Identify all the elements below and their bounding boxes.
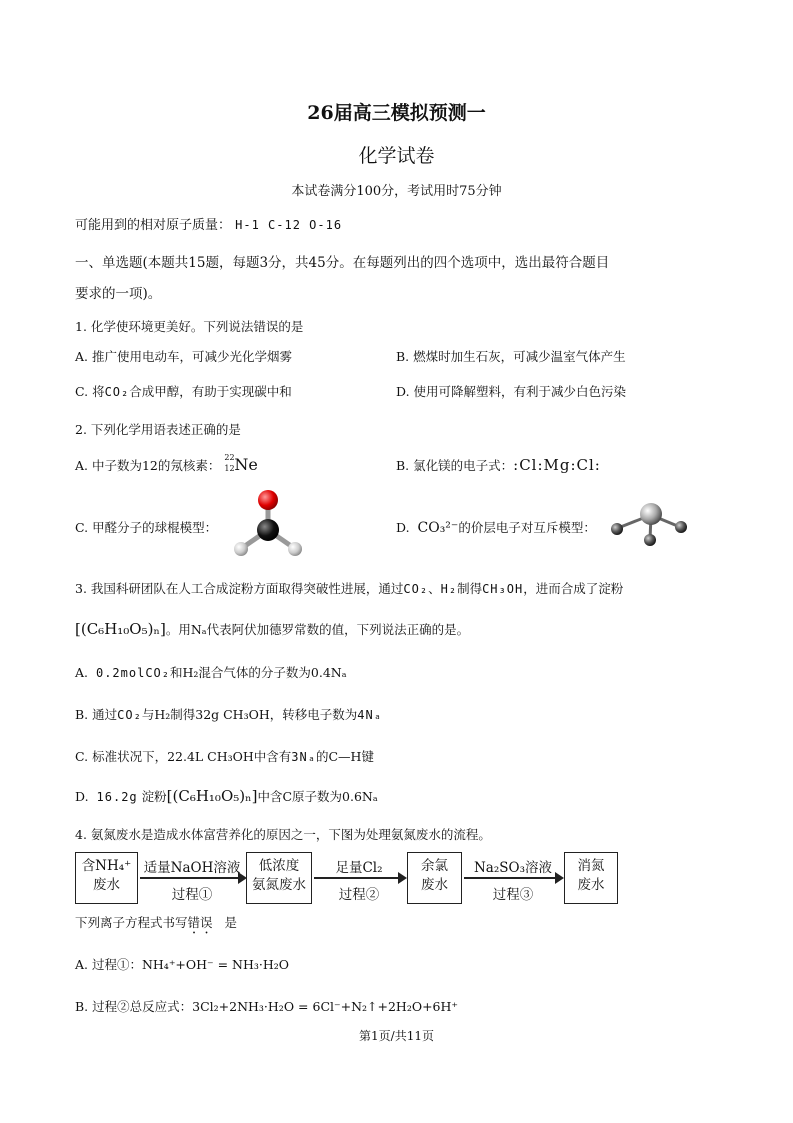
q2-option-b [396,456,601,474]
q3-a-label: A. [75,665,89,680]
q4-question-emphasis: 错误 [187,915,213,930]
q1-option-c-post: 合成甲醇，有助于实现碳中和 [129,384,292,399]
q2-option-d-text: 的价层电子对互斥模型： [458,520,596,535]
q4-stem: 4. 氨氮废水是造成水体富营养化的原因之一，下图为处理氨氮废水的流程。 [75,827,491,842]
flow-box-1-line2: 废水 [93,877,120,893]
q3-a-formula: 0.2molCO₂ [95,666,170,680]
q4-option-a: A. 过程①：NH₄⁺+OH⁻ = NH₃·H₂O [75,957,290,972]
q3-d-formula: [(C₆H₁₀O₅)ₙ] [166,787,258,805]
q4-question-post: 是 [224,915,237,930]
flow-box-3-line1: 余氯 [421,858,448,874]
q4-option-b: B. 过程②总反应式：3Cl₂+2NH₃·H₂O = 6Cl⁻+N₂↑+2H₂O+6H⁺ [75,999,459,1014]
mgcl2-electron-formula: :Cl:Mg:Cl: [513,456,601,474]
q4-question-line [75,913,237,937]
q2-option-c: C. 甲醛分子的球棍模型： [75,520,218,535]
flow-box-2-line2: 氨氮废水 [252,877,306,893]
flow-box-1-line1: 含NH₄⁺ [81,858,132,874]
q3-d-text: 淀粉 [141,789,167,804]
flow-arrow-3-bottom: 过程③ [492,887,534,903]
q3-c-text: C. 标准状况下，22.4L CH₃OH中含有 [75,749,292,764]
q3-sep: 、 [428,581,441,596]
exam-title: 26届高三模拟预测一 [307,102,486,124]
q3-c-formula: 3Nₐ [291,750,316,764]
flow-arrow-1-line [140,877,240,879]
section-heading-line2: 要求的一项)。 [75,286,162,302]
flow-box-3 [407,852,462,904]
flow-arrow-2-top: 足量Cl₂ [335,860,383,876]
vsepr-model [606,500,690,548]
exam-subtitle: 化学试卷 [358,145,435,167]
q3-text: 3. 我国科研团队在人工合成淀粉方面取得突破性进展，通过 [75,581,404,596]
exam-info: 本试卷满分100分，考试用时75分钟 [291,184,502,199]
q2-option-d: D. CO₃²⁻的价层电子对互斥模型： [396,520,596,536]
q3-text-post: ，进而合成了淀粉 [523,581,624,596]
flow-arrow-1-bottom: 过程① [171,887,213,903]
atomic-mass-label: 可能用到的相对原子质量： [75,218,232,233]
flow-box-2-line1: 低浓度 [258,858,300,874]
q3-option-a [75,663,347,681]
q3-d-post: 中含C原子数为0.6Nₐ [257,789,378,804]
flow-box-3-line2: 废水 [421,877,448,893]
q1-option-c-formula: CO₂ [104,385,130,399]
flow-arrow-3-top: Na₂SO₃溶液 [473,860,552,876]
q3-stem-line1 [75,579,623,597]
flow-arrow-2-line [314,877,400,879]
neon-isotope-symbol [224,452,258,475]
q3-option-d [75,787,378,805]
q2-option-b-text: B. 氯化镁的电子式： [396,458,514,473]
q3-formula-h2: H₂ [440,582,458,596]
carbon-atom [257,519,279,541]
ligand-atom [675,521,687,533]
q3-stem-tail: 。用Nₐ代表阿伏加德罗常数的值，下列说法正确的是。 [165,622,470,637]
q1-option-a: A. 推广使用电动车，可减少光化学烟雾 [75,349,292,364]
q3-d-mass: 16.2g [96,790,138,804]
flow-box-1 [75,852,138,904]
q2-stem: 2. 下列化学用语表述正确的是 [75,422,241,437]
q3-b-formula2: 4Nₐ [357,708,382,722]
hydrogen-atom [288,542,302,556]
flow-box-2 [246,852,312,904]
q3-a-text: 和H₂混合气体的分子数为0.4Nₐ [170,665,347,680]
center-atom [640,503,662,525]
carbonate-ion: CO₃²⁻ [417,520,459,536]
q3-d-label: D. [75,789,89,804]
q2-option-a-text: A. 中子数为12的氖核素： [75,458,221,473]
q3-b-formula: CO₂ [117,708,142,722]
page-footer: 第1页/共11页 [359,1029,434,1043]
q4-question-pre: 下列离子方程式书写 [75,915,188,930]
q1-option-c-pre: C. 将 [75,384,105,399]
flow-box-4-line1: 消氮 [577,858,605,874]
q3-c-post: 的C—H键 [315,749,374,764]
q1-option-d: D. 使用可降解塑料，有利于减少白色污染 [396,384,627,399]
oxygen-atom [258,490,278,510]
q3-text-mid: 制得 [457,581,483,596]
q3-option-c [75,747,374,765]
flow-box-4 [564,852,618,904]
q3-b-text: 与H₂制得32g CH₃OH，转移电子数为 [141,707,358,722]
q3-option-b [75,705,382,723]
q1-stem: 1. 化学使环境更美好。下列说法错误的是 [75,319,304,334]
starch-formula: [(C₆H₁₀O₅)ₙ] [75,620,166,638]
isotope-mass-number: 22 [224,452,235,462]
q3-formula-ch3oh: CH₃OH [482,582,524,596]
hydrogen-atom [234,542,248,556]
section-heading-line1: 一、单选题(本题共15题，每题3分，共45分。在每题列出的四个选项中，选出最符合题目 [75,255,610,271]
atomic-mass-line [75,214,342,233]
flow-arrow-3-line [464,877,557,879]
atomic-mass-values: H-1 C-12 O-16 [235,218,343,232]
flow-box-4-line2: 废水 [577,877,605,893]
q3-b-label: B. 通过 [75,707,118,722]
isotope-atomic-number: 12 [224,463,235,473]
isotope-element: Ne [234,454,258,474]
ligand-atom [644,534,656,546]
q3-stem-line2 [75,620,469,638]
q1-option-c [75,382,292,400]
flow-arrow-1-top: 适量NaOH溶液 [143,860,241,876]
formaldehyde-ball-stick-model [228,485,308,565]
ligand-atom [611,523,623,535]
q1-option-b: B. 燃煤时加生石灰，可减少温室气体产生 [396,349,626,364]
q3-formula-co2: CO₂ [403,582,429,596]
q2-option-a [75,452,258,475]
flow-arrow-2-bottom: 过程② [338,887,380,903]
